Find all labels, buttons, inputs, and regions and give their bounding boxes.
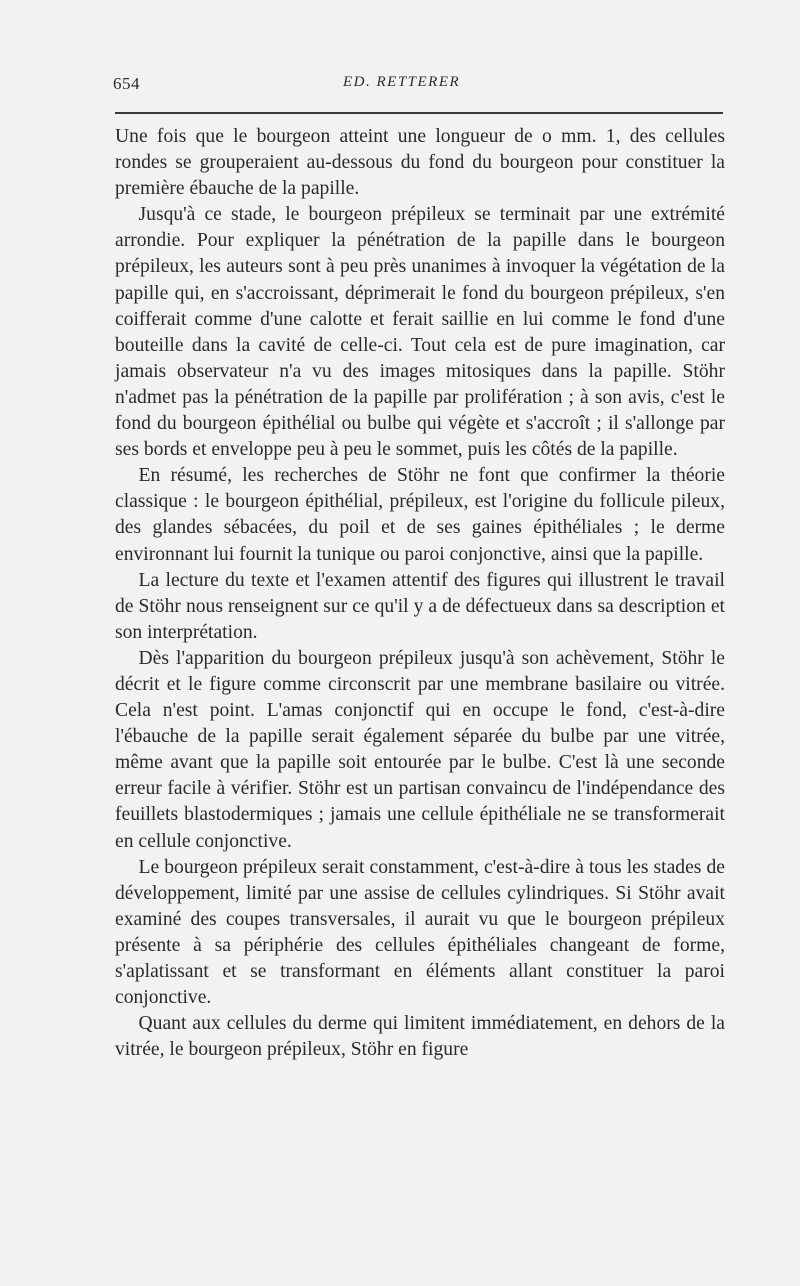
page-header <box>113 74 725 98</box>
paragraph: En résumé, les recherches de Stöhr ne font que confirmer la théorie classique : le bourgeon épithélial, prépileux, est l'origine du follicule pileux, des glandes sébacées, du poil et de ses gaines épithéliales ; le derme environnant lui fournit la tunique ou paroi conjonctive, ainsi que la papille. <box>115 465 725 565</box>
page-number: 654 <box>113 74 140 93</box>
paragraph: Jusqu'à ce stade, le bourgeon prépileux se terminait par une extrémité arrondie. Pour expliquer la pénétration de la papille dans le bourgeon prépileux, les auteurs sont à peu près unanimes à invoquer la végétation de la papille qui, en s'accroissant, déprimerait le fond du bourgeon prépileux, s'en coifferait comme d'une calotte et ferait saillie en lui comme le fond d'une bouteille dans la cavité de celle-ci. Tout cela est de pure imagination, car jamais observateur n'a vu des images mitosiques dans la papille. Stöhr n'admet pas la pénétration de la papille par prolifération ; à son avis, c'est le fond du bourgeon épithélial ou bulbe qui végète et s'accroît ; il s'allonge par ses bords et enveloppe peu à peu le sommet, puis les côtés de la papille. <box>115 204 725 461</box>
paragraph: Une fois que le bourgeon atteint une longueur de o mm. 1, des cellules rondes se grouperaient au-dessous du fond du bourgeon pour constituer la première ébauche de la papille. <box>115 126 725 200</box>
body-text <box>115 124 725 1063</box>
header-rule <box>115 112 723 114</box>
running-title: ED. RETTERER <box>343 74 461 90</box>
paragraph: Quant aux cellules du derme qui limitent immédiatement, en dehors de la vitrée, le bourgeon prépileux, Stöhr en figure <box>115 1013 725 1061</box>
paragraph: Le bourgeon prépileux serait constamment, c'est-à-dire à tous les stades de développement, limité par une assise de cellules cylindriques. Si Stöhr avait examiné des coupes transversales, il aurait vu que le bourgeon prépileux présente à sa périphérie des cellules épithéliales changeant de forme, s'aplatissant et se transformant en éléments allant constituer la paroi conjonctive. <box>115 856 725 1009</box>
paragraph: La lecture du texte et l'examen attentif des figures qui illustrent le travail de Stöhr nous renseignent sur ce qu'il y a de défectueux dans sa description et son interprétation. <box>115 569 725 643</box>
paragraph: Dès l'apparition du bourgeon prépileux jusqu'à son achèvement, Stöhr le décrit et le figure comme circonscrit par une membrane basilaire ou vitrée. Cela n'est point. L'amas conjonctif qui en occupe le fond, c'est-à-dire l'ébauche de la papille serait également séparée du bulbe par une vitrée, même avant que la papille soit entourée par le bulbe. C'est là une seconde erreur facile à vérifier. Stöhr est un partisan convaincu de l'indépendance des feuillets blastodermiques ; jamais une cellule épithéliale ne se transformerait en cellule conjonctive. <box>115 647 725 852</box>
